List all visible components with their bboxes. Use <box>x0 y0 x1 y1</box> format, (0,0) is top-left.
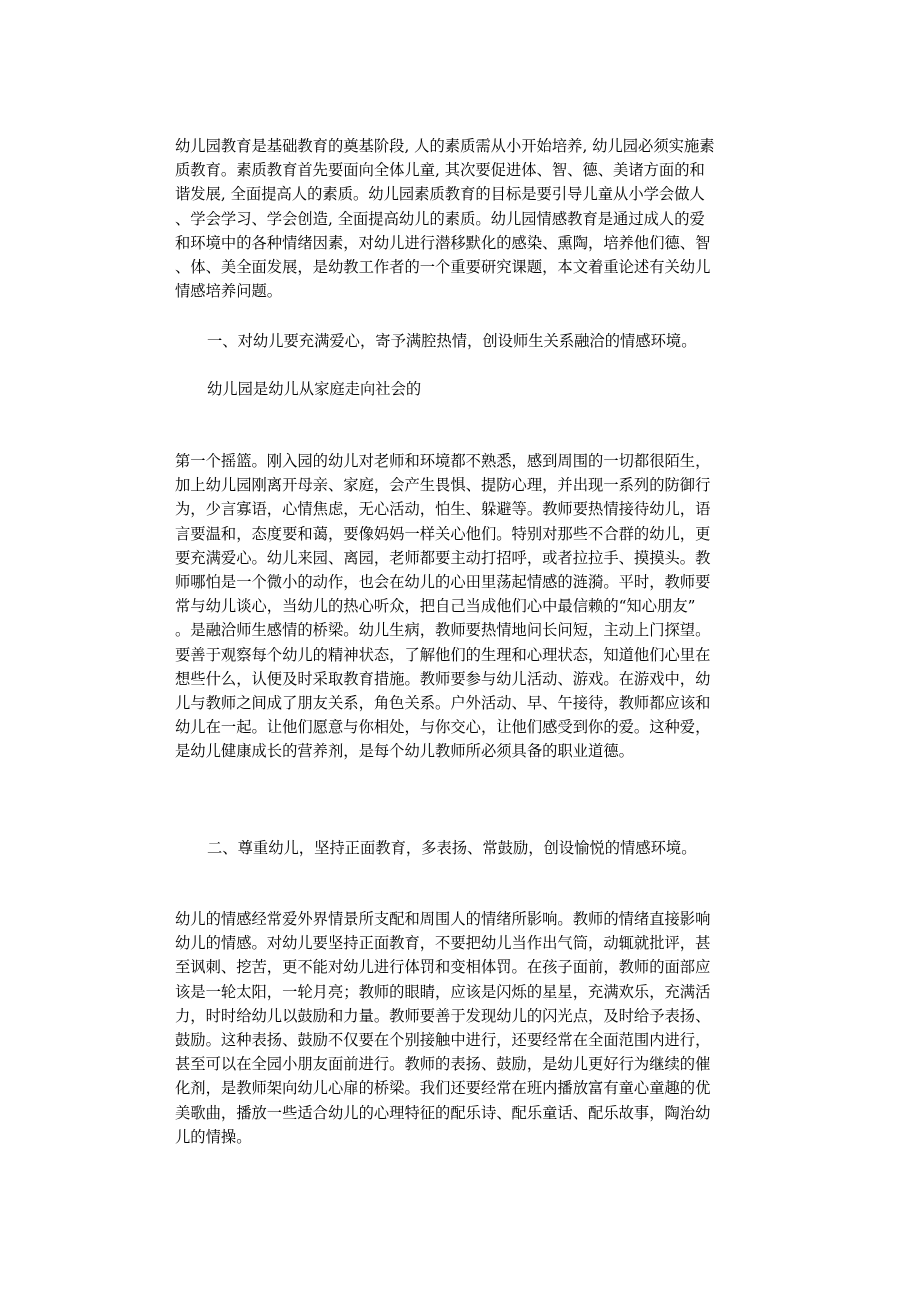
section-1-heading: 一、对幼儿要充满爱心，寄予满腔热情，创设师生关系融洽的情感环境。 <box>207 332 697 350</box>
section-2-heading: 二、尊重幼儿，坚持正面教育，多表扬、常鼓励，创设愉悦的情感环境。 <box>207 839 697 857</box>
section-2-body: 幼儿的情感经常爱外界情景所支配和周围人的情绪所影响。教师的情绪直接影响 幼儿的情感。对幼儿要坚持正面教育，不要把幼儿当作出气筒，动辄就批评，甚 至讽刺、挖苦，更不能对幼儿进行体罚和变相体罚。在孩子面前，教师的面部应 该是一轮太阳，一轮月亮；教师的眼睛，应该是闪烁的星星，充满欢乐，充满活 力，时时给幼儿以鼓励和力量。教师要善于发现幼儿的闪光点，及时给予表扬、 鼓励。这种表扬、鼓励不仅要在个别接触中进行，还要经常在全面范围内进行， 甚至可以在全园小朋友面前进行。教师的表扬、鼓励，是幼儿更好行为继续的催 化剂，是教师架向幼儿心扉的桥梁。我们还要经常在班内播放富有童心童趣的优 美歌曲，播放一些适合幼儿的心理特征的配乐诗、配乐童话、配乐故事，陶治幼 儿的情操。 <box>175 910 711 1146</box>
section-1-body: 第一个摇篮。刚入园的幼儿对老师和环境都不熟悉，感到周围的一切都很陌生， 加上幼儿园刚离开母亲、家庭，会产生畏惧、提防心理，并出现一系列的防御行 为，少言寡语，心情焦虑，无心活动，怕生、躲避等。教师要热情接待幼儿，语 言要温和，态度要和蔼，要像妈妈一样关心他们。特别对那些不合群的幼儿，更 要充满爱心。幼儿来园、离园，老师都要主动打招呼，或者拉拉手、摸摸头。教 师哪怕是一个微小的动作，也会在幼儿的心田里荡起情感的涟漪。平时，教师要 常与幼儿谈心，当幼儿的热心听众，把自己当成他们心中最信赖的“知心朋友” 。是融洽师生感情的桥梁。幼儿生病，教师要热情地问长问短，主动上门探望。 要善于观察每个幼儿的精神状态，了解他们的生理和心理状态，知道他们心里在 想些什么，认便及时采取教育措施。教师要参与幼儿活动、游戏。在游戏中，幼 儿与教师之间成了朋友关系，角色关系。户外活动、早、午接待，教师都应该和 幼儿在一起。让他们愿意与你相处，与你交心，让他们感受到你的爱。这种爱， 是幼儿健康成长的营养剂，是每个幼儿教师所必须具备的职业道德。 <box>175 452 711 761</box>
section-1-lead: 幼儿园是幼儿从家庭走向社会的 <box>207 380 422 398</box>
intro-paragraph: 幼儿园教育是基础教育的奠基阶段, 人的素质需从小开始培养, 幼儿园必须实施素 质教育。素质教育首先要面向全体儿童, 其次要促进体、智、德、美诸方面的和 谐发展, 全面提高人的素质。幼儿园素质教育的目标是要引导儿童从小学会做人 、学会学习、学会创造, 全面提高幼儿的素质。幼儿园情感教育是通过成人的爱 和环境中的各种情绪因素，对幼儿进行潜移默化的感染、熏陶，培养他们德、智 、体、美全面发展，是幼教工作者的一个重要研究课题，本文着重论述有关幼儿 情感培养问题。 <box>175 137 715 301</box>
